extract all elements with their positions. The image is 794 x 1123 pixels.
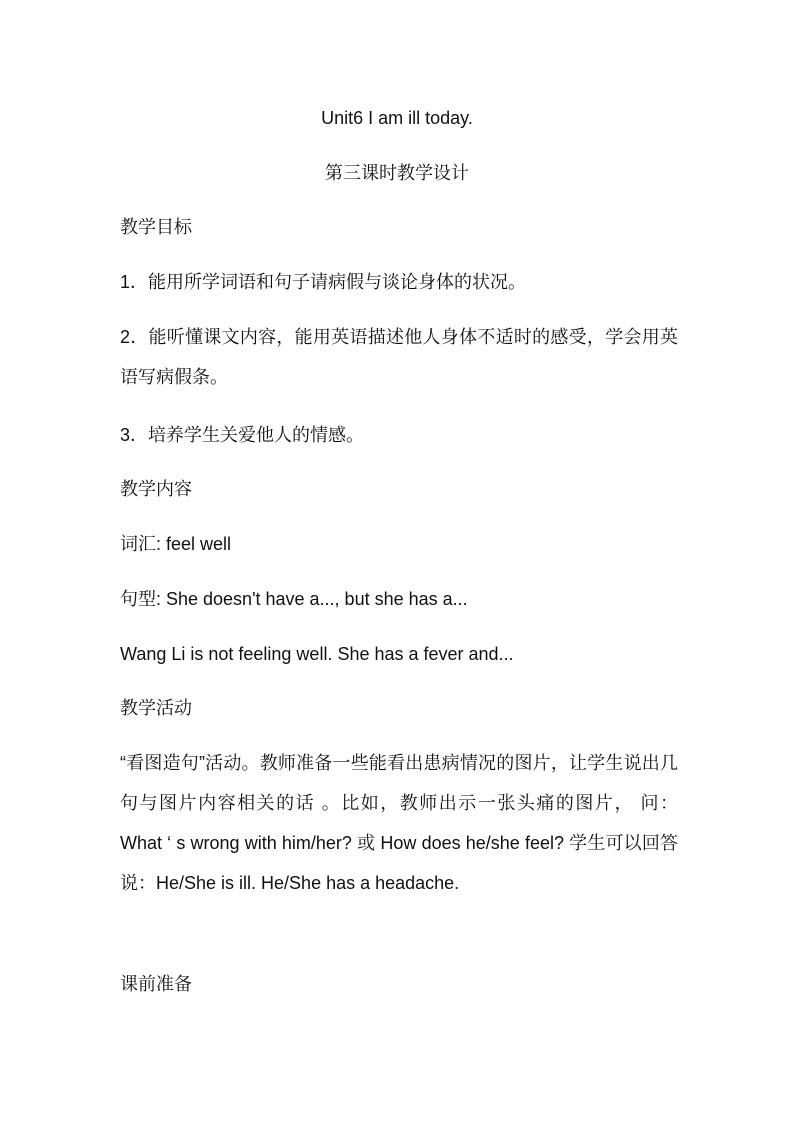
activity-heading: 教学活动 bbox=[120, 698, 192, 718]
objective-2: 2．能听懂课文内容，能用英语描述他人身体不适时的感受，学会用英语写病假条。 bbox=[120, 327, 678, 387]
objective-3: 3．培养学生关爱他人的情感。 bbox=[120, 425, 365, 445]
vocabulary-line: 词汇: feel well bbox=[120, 534, 232, 554]
document-title: Unit6 I am ill today. bbox=[321, 108, 473, 128]
objective-1: 1．能用所学词语和句子请病假与谈论身体的状况。 bbox=[120, 272, 527, 292]
activity-paragraph: “看图造句”活动。教师准备一些能看出患病情况的图片，让学生说出几句与图片内容相关的话 。比如，教师出示一张头痛的图片， 问： What ‘ s wrong with him/her? 或 How does he/she feel? 学生可以回答说：He/She is ill. He/She has a headache. bbox=[120, 753, 678, 893]
content-heading: 教学内容 bbox=[120, 479, 192, 499]
objectives-heading: 教学目标 bbox=[120, 217, 192, 237]
sentence-pattern-line: 句型: She doesn't have a..., but she has a... bbox=[120, 589, 468, 609]
preparation-heading: 课前准备 bbox=[120, 974, 192, 994]
example-sentence-line: Wang Li is not feeling well. She has a fever and... bbox=[120, 644, 514, 664]
document-subtitle: 第三课时教学设计 bbox=[325, 163, 469, 183]
